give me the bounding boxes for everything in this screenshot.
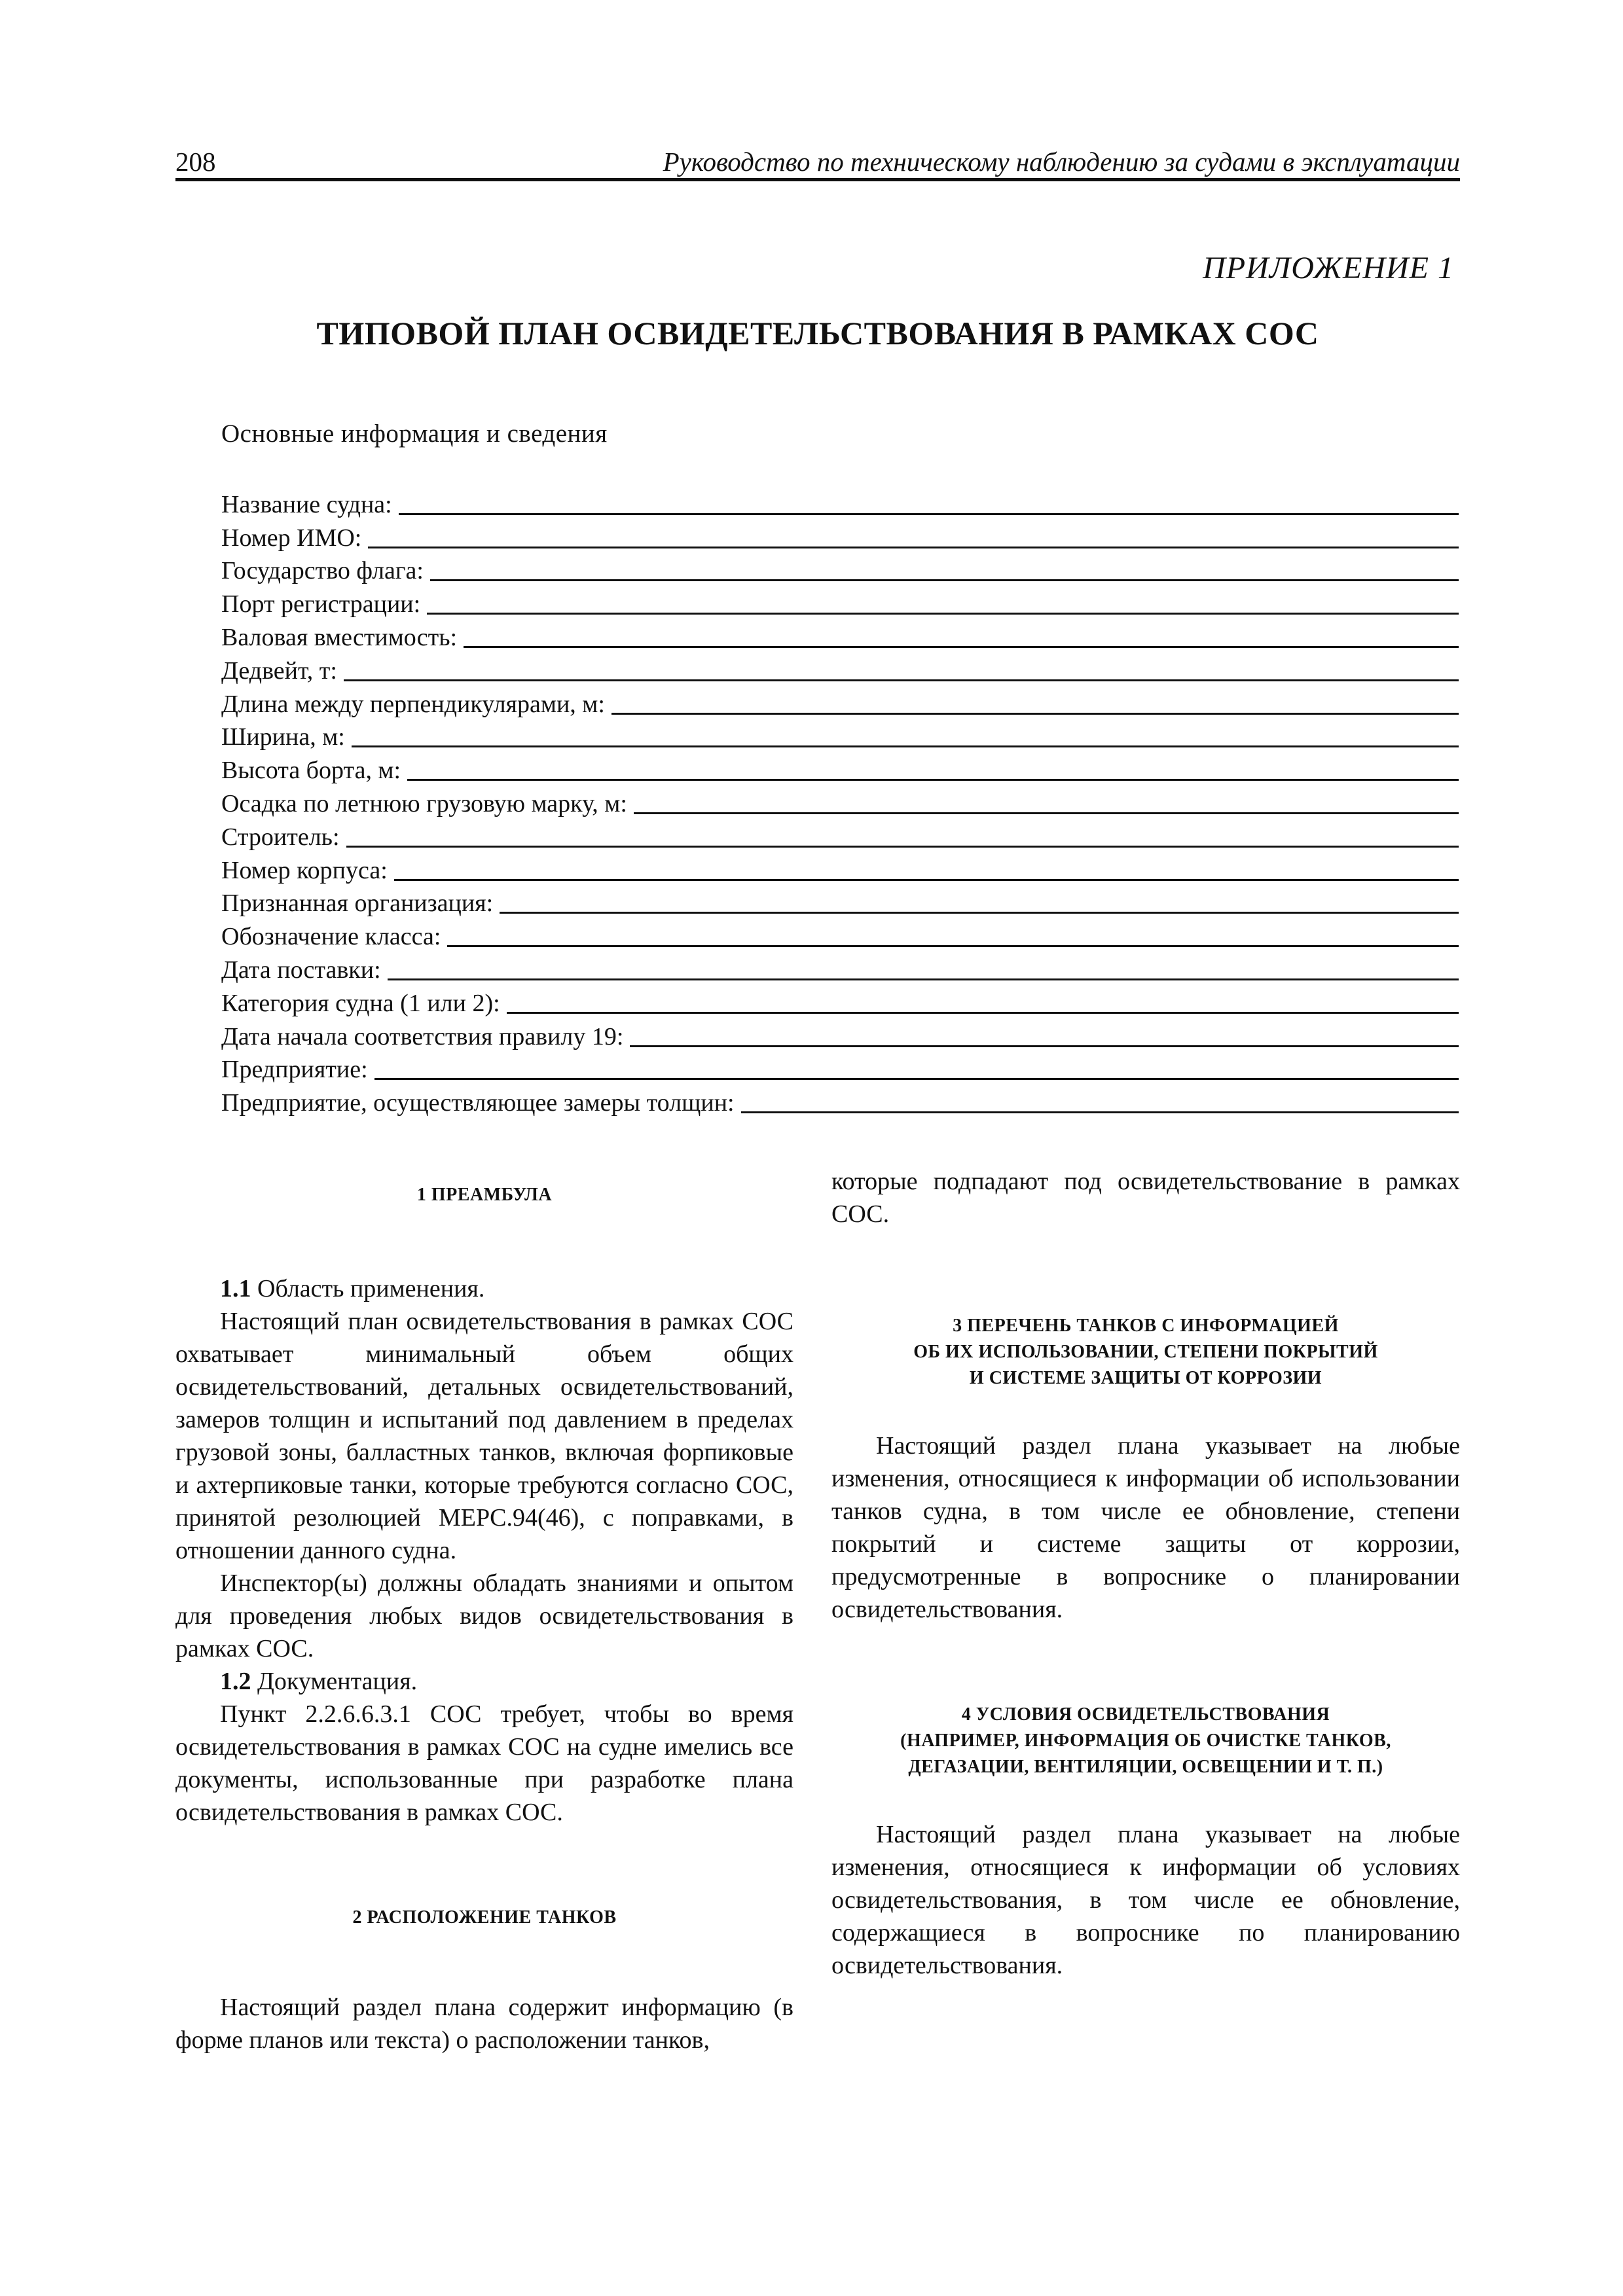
- info-field-label: Осадка по летнюю грузовую марку, м:: [221, 789, 627, 817]
- info-field-blank[interactable]: [352, 723, 1459, 747]
- info-field-row: [221, 486, 1459, 519]
- info-field-blank[interactable]: [430, 557, 1459, 581]
- section-3-heading-line-1: 3 ПЕРЕЧЕНЬ ТАНКОВ С ИНФОРМАЦИЕЙ: [953, 1316, 1339, 1336]
- info-field-label: Признанная организация:: [221, 889, 494, 918]
- right-column: [831, 1168, 1460, 1982]
- paragraph-1-2-a: Пункт 2.2.6.6.3.1 СОС требует, чтобы во время освидетельствования в рамках СОС на судне имелись все документы, использованные при разработке плана освидетельствования в рамках СОС.: [175, 1700, 793, 1826]
- info-field-row: [221, 852, 1459, 885]
- info-field-row: [221, 1018, 1459, 1051]
- section-4-heading-line-2: (НАПРИМЕР, ИНФОРМАЦИЯ ОБ ОЧИСТКЕ ТАНКОВ,: [900, 1731, 1391, 1751]
- info-field-blank[interactable]: [741, 1089, 1459, 1113]
- info-field-row: [221, 1051, 1459, 1085]
- info-field-row: [221, 751, 1459, 785]
- paragraph-3-a: Настоящий раздел плана указывает на любые изменения, относящиеся к информации об использовании танков судна, в том числе ее обновление, степени покрытий и системе защиты от коррозии, предусмотренные в вопроснике о планировании освидетельствования.: [831, 1432, 1460, 1623]
- info-field-label: Дата начала соответствия правилу 19:: [221, 1022, 624, 1050]
- section-2-heading: 2 РАСПОЛОЖЕНИЕ ТАНКОВ: [352, 1907, 617, 1928]
- page-title: ТИПОВОЙ ПЛАН ОСВИДЕТЕЛЬСТВОВАНИЯ В РАМКАХ СОС: [316, 315, 1319, 351]
- info-field-blank[interactable]: [507, 990, 1459, 1014]
- running-header: [175, 143, 1460, 181]
- info-field-label: Ширина, м:: [221, 723, 345, 751]
- info-field-label: Обозначение класса:: [221, 923, 441, 951]
- info-field-blank[interactable]: [399, 491, 1459, 515]
- subsection-1-1-number: 1.1: [220, 1275, 251, 1302]
- info-field-blank[interactable]: [630, 1023, 1459, 1047]
- info-field-blank[interactable]: [407, 757, 1459, 781]
- info-field-blank[interactable]: [427, 590, 1459, 615]
- section-4-heading: [831, 1702, 1460, 1780]
- section-3-heading-line-3: И СИСТЕМЕ ЗАЩИТЫ ОТ КОРРОЗИИ: [969, 1368, 1322, 1388]
- subsection-1-1: [175, 1272, 793, 1305]
- section-4-heading-line-1: 4 УСЛОВИЯ ОСВИДЕТЕЛЬСТВОВАНИЯ: [961, 1704, 1330, 1725]
- paragraph-2-continued: которые подпадают под освидетельствование в рамках СОС.: [831, 1168, 1460, 1228]
- paragraph-1-1-b: Инспектор(ы) должны обладать знаниями и опытом для проведения любых видов освидетельствования в рамках СОС.: [175, 1570, 793, 1662]
- info-field-blank[interactable]: [464, 624, 1459, 648]
- info-field-blank[interactable]: [346, 823, 1459, 848]
- info-field-label: Название судна:: [221, 490, 392, 518]
- info-field-label: Предприятие:: [221, 1056, 368, 1084]
- info-field-row: [221, 818, 1459, 852]
- section-4-heading-line-3: ДЕГАЗАЦИИ, ВЕНТИЛЯЦИИ, ОСВЕЩЕНИИ И Т. П.): [908, 1757, 1383, 1777]
- paragraph-4-a: Настоящий раздел плана указывает на любые изменения, относящиеся к информации об условиях освидетельствования, в том числе ее обновление, содержащиеся в вопроснике по планированию освидетельствования.: [831, 1821, 1460, 1979]
- paragraph-1-1-a: Настоящий план освидетельствования в рамках СОС охватывает минимальный объем общих освидетельствований, детальных освидетельствований, замеров толщин и испытаний под давлением в пределах грузовой зоны, балластных танков, включая форпиковые и ахтерпиковые танки, которые требуются согласно СОС, принятой резолюцией MEPC.94(46), с поправками, в отношении данного судна.: [175, 1308, 793, 1564]
- section-1-heading: 1 ПРЕАМБУЛА: [416, 1185, 553, 1205]
- info-field-blank[interactable]: [447, 923, 1459, 947]
- info-field-label: Номер ИМО:: [221, 524, 362, 552]
- info-field-blank[interactable]: [634, 790, 1459, 814]
- info-field-blank[interactable]: [611, 691, 1459, 715]
- info-field-row: [221, 585, 1459, 619]
- info-field-blank[interactable]: [394, 857, 1459, 881]
- info-field-row: [221, 685, 1459, 719]
- paragraph-2-a: Настоящий раздел плана содержит информацию (в форме планов или текста) о расположении танков,: [175, 1994, 793, 2054]
- left-column: [175, 1178, 793, 2056]
- subsection-1-2: [175, 1665, 793, 1698]
- subsection-1-2-title: Документация.: [257, 1668, 418, 1695]
- info-field-row: [221, 785, 1459, 818]
- info-field-row: [221, 519, 1459, 552]
- info-field-blank[interactable]: [344, 657, 1459, 681]
- appendix-label: ПРИЛОЖЕНИЕ 1: [1203, 251, 1454, 285]
- info-field-label: Дата поставки:: [221, 956, 381, 984]
- info-field-blank[interactable]: [500, 889, 1459, 914]
- info-field-label: Предприятие, осуществляющее замеры толщин:: [221, 1089, 735, 1117]
- info-field-label: Категория судна (1 или 2):: [221, 989, 500, 1017]
- subsection-1-2-number: 1.2: [220, 1668, 251, 1695]
- subsection-1-1-title: Область применения.: [257, 1275, 485, 1302]
- info-field-row: [221, 719, 1459, 752]
- info-fields: [221, 486, 1459, 1117]
- info-field-label: Дедвейт, т:: [221, 656, 337, 685]
- info-field-row: [221, 1084, 1459, 1117]
- info-field-row: [221, 951, 1459, 984]
- info-section-title: Основные информация и сведения: [221, 420, 608, 448]
- info-field-row: [221, 885, 1459, 918]
- info-field-label: Строитель:: [221, 823, 340, 851]
- info-field-blank[interactable]: [388, 956, 1459, 980]
- info-field-blank[interactable]: [368, 524, 1459, 548]
- info-field-row: [221, 552, 1459, 586]
- info-field-label: Номер корпуса:: [221, 856, 388, 884]
- section-3-heading: [831, 1313, 1460, 1391]
- info-field-label: Длина между перпендикулярами, м:: [221, 690, 605, 718]
- section-3-heading-line-2: ОБ ИХ ИСПОЛЬЗОВАНИИ, СТЕПЕНИ ПОКРЫТИЙ: [913, 1342, 1378, 1362]
- header-rule: [175, 178, 1460, 181]
- info-field-label: Высота борта, м:: [221, 757, 401, 785]
- info-field-label: Валовая вместимость:: [221, 623, 458, 651]
- info-field-label: Порт регистрации:: [221, 590, 421, 619]
- page-number: 208: [175, 147, 216, 177]
- running-title: Руководство по техническому наблюдению за судами в эксплуатации: [663, 147, 1460, 177]
- info-field-label: Государство флага:: [221, 557, 424, 585]
- info-field-row: [221, 918, 1459, 951]
- info-field-row: [221, 984, 1459, 1018]
- info-field-row: [221, 652, 1459, 685]
- info-field-row: [221, 619, 1459, 652]
- info-field-blank[interactable]: [374, 1056, 1459, 1080]
